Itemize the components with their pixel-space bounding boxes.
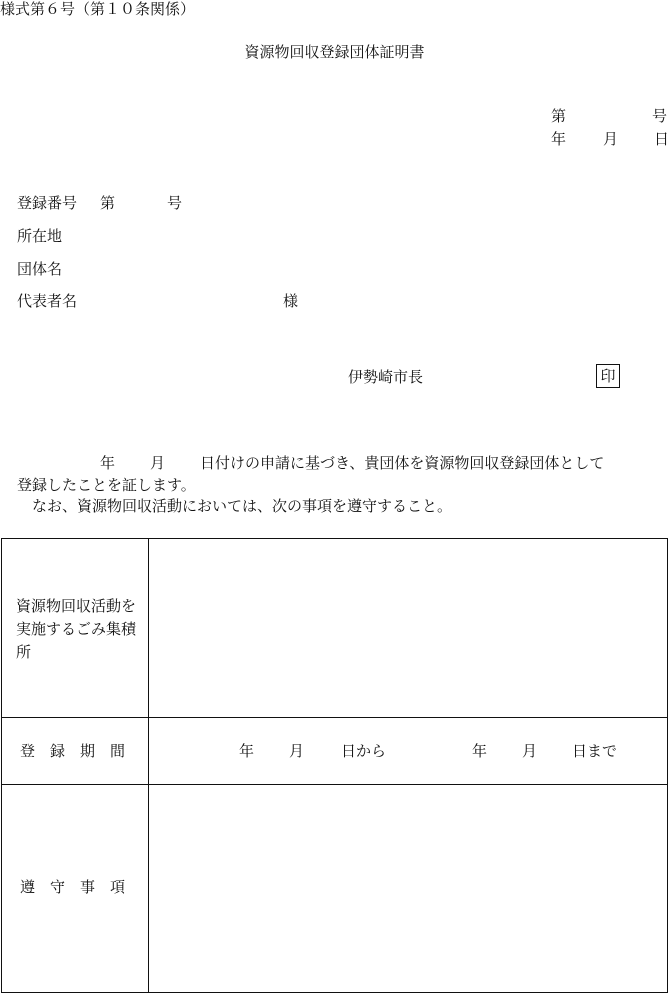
- collection-site-label: 資源物回収活動を実施するごみ集積所: [16, 597, 137, 661]
- form-number: 様式第６号（第１０条関係）: [0, 0, 196, 18]
- period-to-day: 日まで: [572, 742, 618, 760]
- issue-day-label: 日: [654, 130, 669, 148]
- period-from-day: 日から: [341, 742, 387, 760]
- issue-year-label: 年: [551, 130, 567, 148]
- address-label: 所在地: [17, 227, 63, 245]
- body-text-line-2: 登録したことを証します。: [17, 476, 196, 494]
- registration-number-suffix: 号: [167, 194, 183, 212]
- body-text-line-3: なお、資源物回収活動においては、次の事項を遵守すること。: [17, 497, 453, 515]
- table-row-divider: [2, 784, 667, 785]
- period-to-year: 年: [472, 742, 488, 760]
- period-to-month: 月: [522, 742, 538, 760]
- registration-number-label: 登録番号: [17, 194, 78, 212]
- representative-label: 代表者名: [17, 292, 78, 310]
- period-from-month: 月: [289, 742, 305, 760]
- table-row-divider: [2, 717, 667, 718]
- issuer-name: 伊勢崎市長: [348, 368, 424, 386]
- registration-number-prefix: 第: [100, 194, 116, 212]
- group-name-label: 団体名: [17, 260, 63, 278]
- registration-period-label: 登 録 期 間: [20, 742, 126, 760]
- period-from-year: 年: [239, 742, 255, 760]
- representative-honorific: 様: [283, 292, 299, 310]
- document-title: 資源物回収登録団体証明書: [244, 43, 425, 61]
- seal-box: 印: [596, 364, 620, 388]
- table-column-divider: [148, 539, 149, 992]
- issue-number-prefix: 第: [551, 107, 567, 125]
- body-year-label: 年: [100, 454, 116, 472]
- compliance-items-label: 遵 守 事 項: [20, 878, 126, 896]
- body-text-line-1: 日付けの申請に基づき、貴団体を資源物回収登録団体として: [200, 454, 605, 472]
- info-table: [1, 538, 668, 993]
- issue-number-suffix: 号: [652, 107, 668, 125]
- issue-month-label: 月: [603, 130, 619, 148]
- body-month-label: 月: [150, 454, 166, 472]
